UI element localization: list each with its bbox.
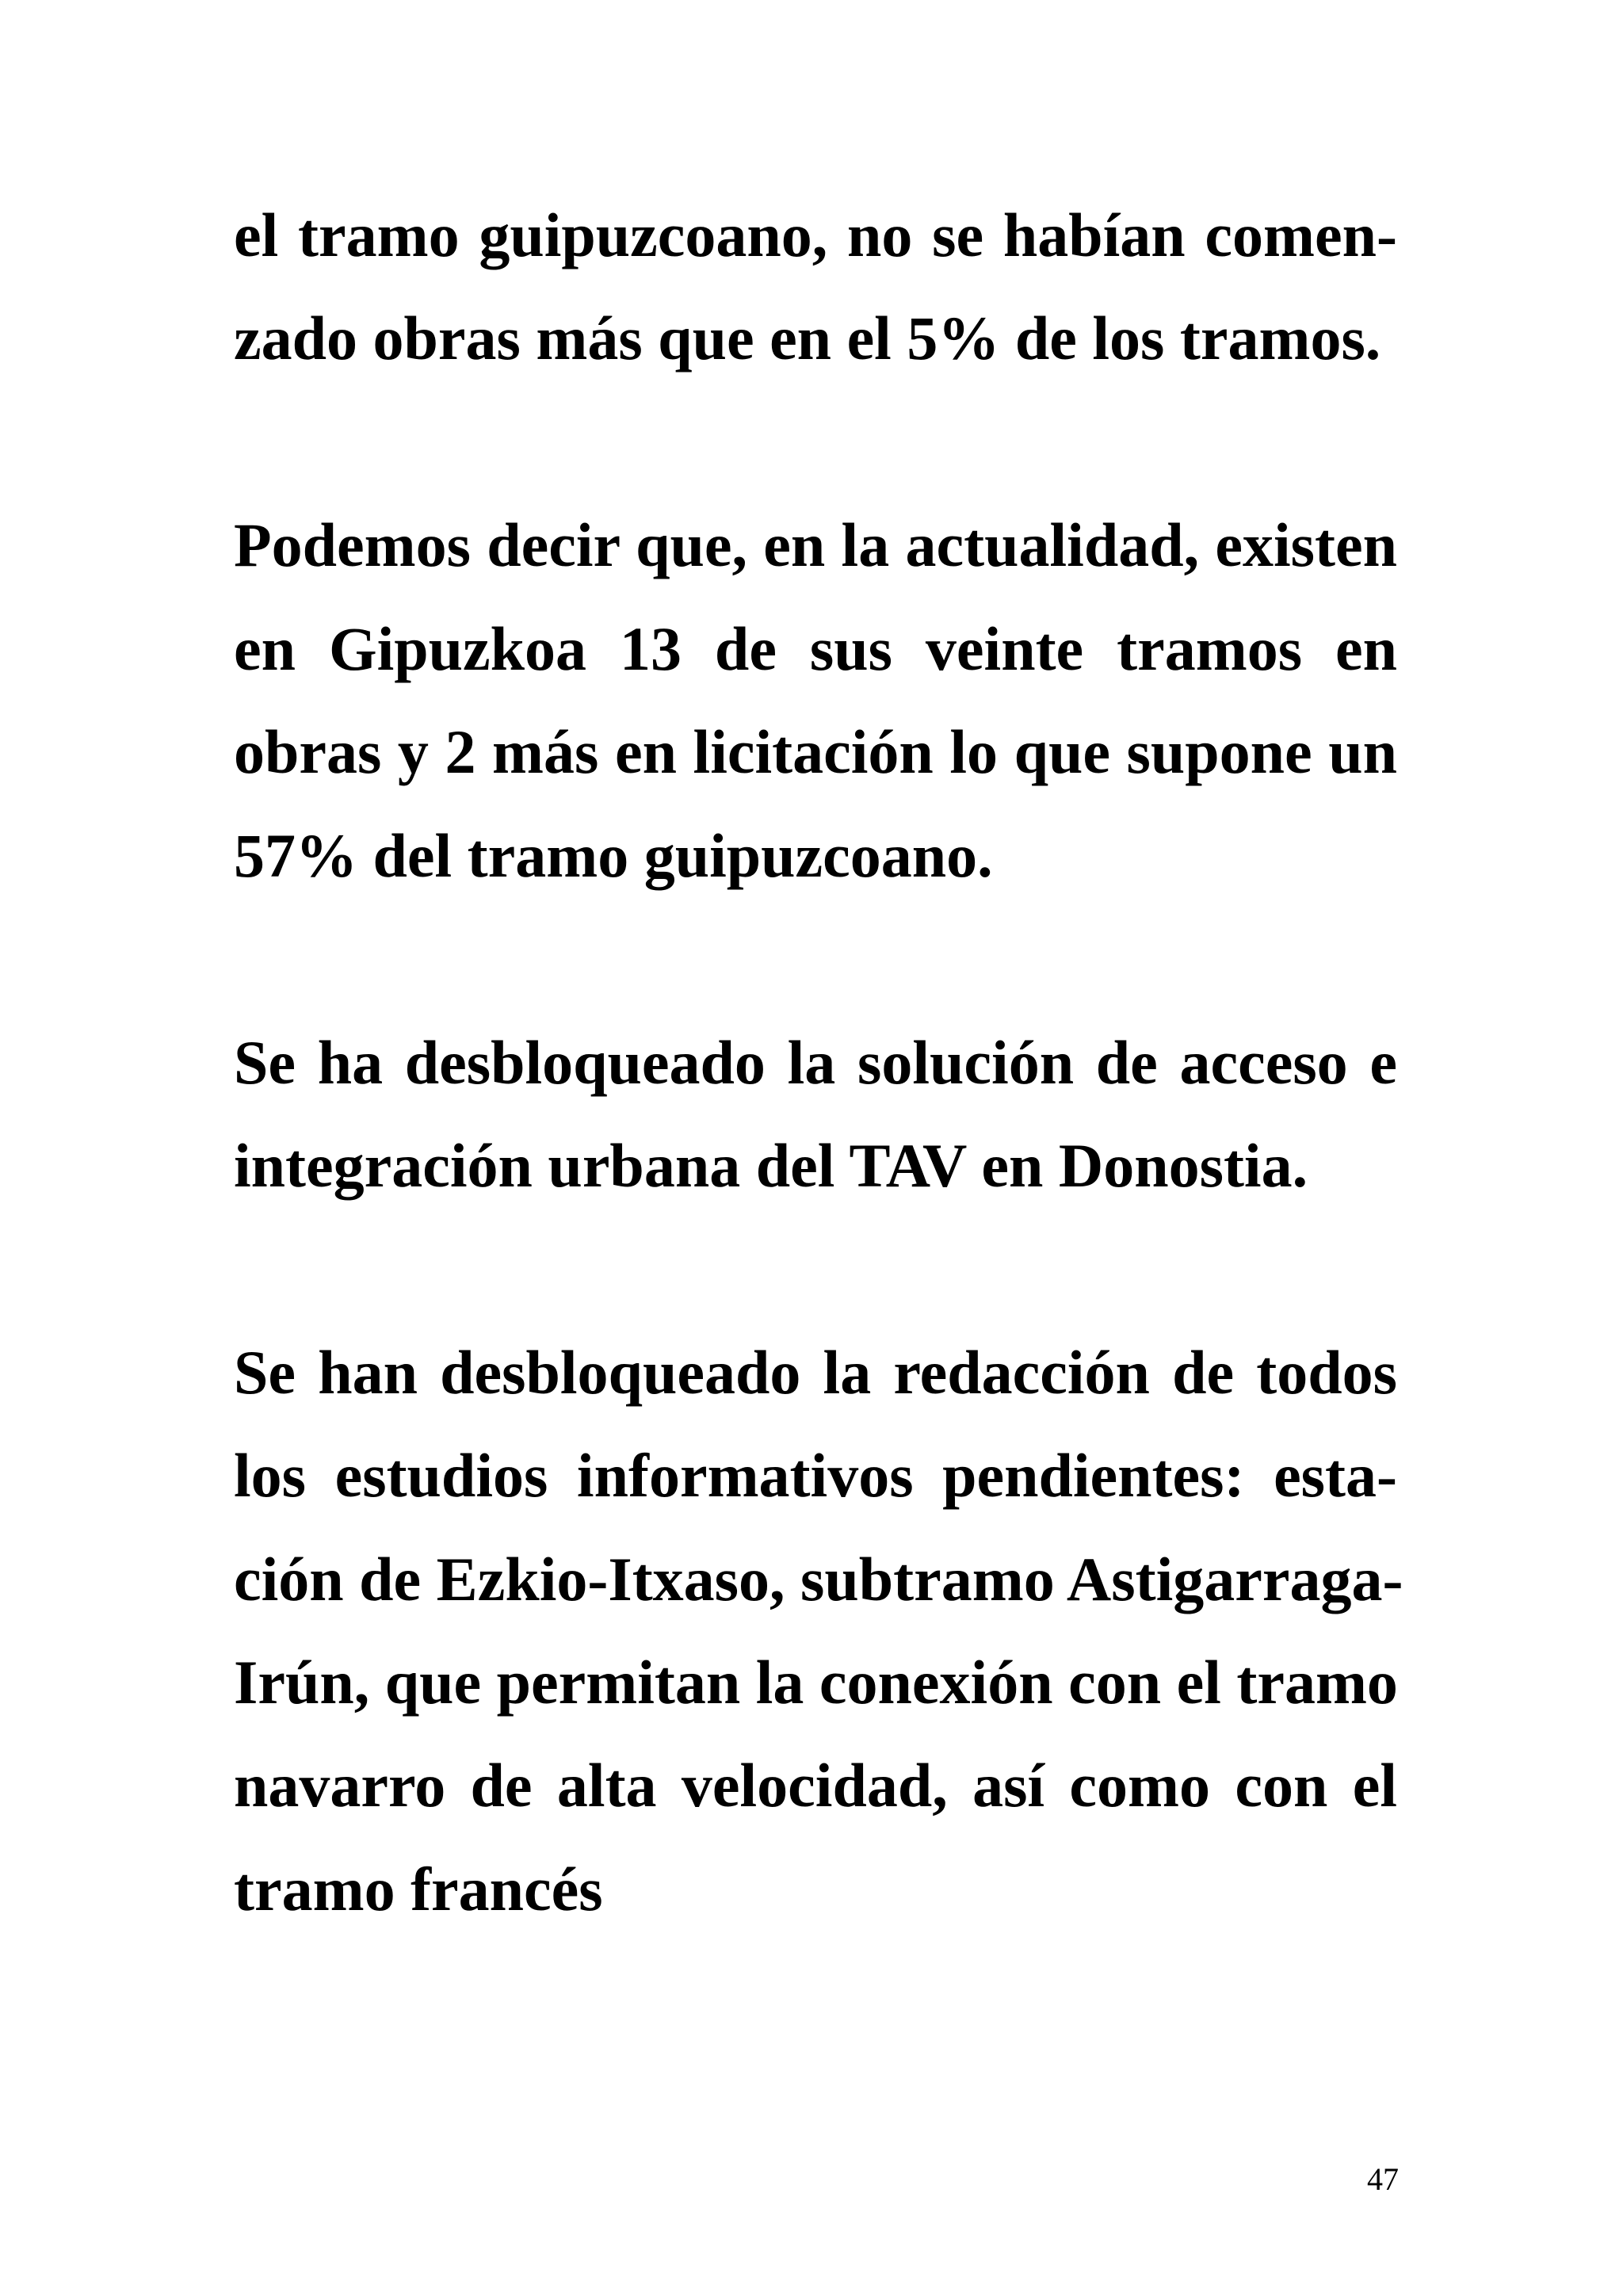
paragraph-2-line-1: Podemos decir que, en la actualidad, existen xyxy=(234,510,1397,579)
paragraph-2-line-3: obras y 2 más en licitación lo que supone un xyxy=(234,717,1397,786)
paragraph-1-line-1: el tramo guipuzcoano, no se habían comen- xyxy=(234,201,1397,269)
paragraph-3-line-1: Se ha desbloqueado la solución de acceso e xyxy=(234,1028,1397,1097)
paragraph-4-line-6: tramo francés xyxy=(234,1855,603,1924)
paragraph-1-line-2: zado obras más que en el 5% de los tramos. xyxy=(234,304,1381,372)
paragraph-4-line-5: navarro de alta velocidad, así como con el xyxy=(234,1751,1397,1820)
paragraph-4-line-2: los estudios informativos pendientes: esta- xyxy=(234,1441,1397,1510)
paragraph-2-line-2: en Gipuzkoa 13 de sus veinte tramos en xyxy=(234,614,1397,683)
page-number: 47 xyxy=(1367,2161,1399,2197)
paragraph-4-line-3: ción de Ezkio-Itxaso, subtramo Astigarraga- xyxy=(234,1545,1403,1614)
paragraph-3-line-2: integración urbana del TAV en Donostia. xyxy=(234,1131,1308,1200)
paragraph-2-line-4: 57% del tramo guipuzcoano. xyxy=(234,821,993,890)
paragraph-4-line-4: Irún, que permitan la conexión con el tramo xyxy=(234,1648,1398,1717)
paragraph-4-line-1: Se han desbloqueado la redacción de todos xyxy=(234,1338,1397,1407)
